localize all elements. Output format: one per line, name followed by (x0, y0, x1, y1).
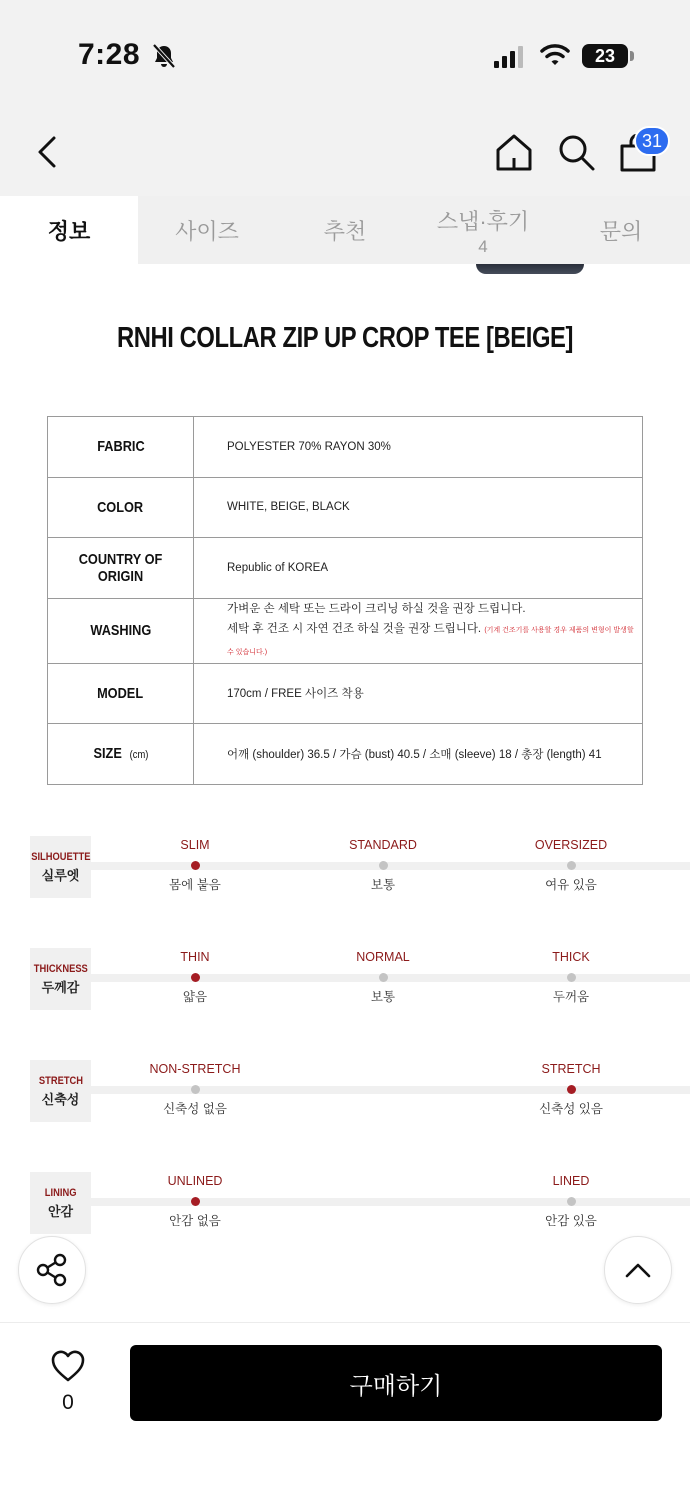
fit-lining (0, 1172, 690, 1234)
spec-label-model: MODEL (97, 684, 144, 702)
fit-option-oversized (496, 836, 646, 898)
fit-dot (567, 1197, 576, 1206)
fit-stretch (0, 1060, 690, 1122)
tab-size[interactable] (138, 196, 276, 264)
spec-label-washing: WASHING (90, 622, 151, 639)
fit-label (30, 1172, 91, 1234)
tab-inquiry[interactable] (552, 196, 690, 264)
fit-label-en: SILHOUETTE (30, 850, 91, 863)
spec-label-fabric: FABRIC (96, 438, 145, 456)
search-icon[interactable] (556, 132, 596, 172)
tab-recommend[interactable] (276, 196, 414, 264)
fit-option-unlined (120, 1172, 270, 1234)
fit-option-ko: 신축성 있음 (539, 1102, 603, 1116)
battery-cap (630, 51, 634, 61)
product-title: RNHI COLLAR ZIP UP CROP TEE [BEIGE] (116, 322, 574, 354)
fit-label-ko: 실루엣 (41, 867, 80, 883)
fit-option-ko: 여유 있음 (545, 878, 597, 892)
fit-label (30, 836, 91, 898)
fit-option-en: STRETCH (541, 1062, 601, 1076)
back-icon[interactable] (32, 134, 64, 170)
spec-label-size: SIZE (93, 745, 122, 763)
spec-size-unit: (cm) (129, 749, 149, 762)
like-count: 0 (62, 1391, 74, 1414)
washing-note: (기계 건조기를 사용할 경우 제품의 변형이 발생할 수 있습니다.) (227, 626, 634, 656)
fit-option-en: NORMAL (356, 950, 410, 964)
fit-label-ko: 두께감 (41, 979, 80, 995)
spec-value-size: 어깨 (shoulder) 36.5 / 가슴 (bust) 40.5 / 소매 (sleeve) 18 / 총장 (length) 41 (194, 724, 643, 785)
scroll-top-button[interactable] (604, 1236, 672, 1304)
spec-value-fabric: POLYESTER 70% RAYON 30% (194, 417, 643, 478)
fit-option-non-stretch (120, 1060, 270, 1122)
fit-option-en: UNLINED (167, 1174, 223, 1188)
product-tabs (0, 196, 690, 264)
fit-option-ko: 안감 없음 (169, 1214, 221, 1228)
bottom-action-bar (0, 1322, 690, 1500)
table-row (48, 417, 643, 478)
fit-dot (191, 1085, 200, 1094)
tab-snap-review[interactable] (414, 196, 552, 264)
status-bar (0, 0, 690, 110)
table-row (48, 477, 643, 538)
spec-value-color: WHITE, BEIGE, BLACK (194, 477, 643, 538)
tab-info[interactable] (0, 196, 138, 264)
heart-icon[interactable] (50, 1349, 86, 1383)
fit-label-ko: 안감 (47, 1203, 74, 1219)
signal-icon (494, 46, 526, 68)
fit-option-en: NON-STRETCH (149, 1062, 241, 1076)
fit-option-standard (308, 836, 458, 898)
fit-label (30, 1060, 91, 1122)
chevron-up-icon (623, 1260, 653, 1280)
home-icon[interactable] (494, 132, 534, 172)
fit-option-ko: 몸에 붙음 (169, 878, 221, 892)
fit-option-ko: 얇음 (182, 990, 208, 1004)
spec-value-origin: Republic of KOREA (194, 538, 643, 599)
spec-label-color: COLOR (97, 498, 144, 516)
fit-dot (379, 973, 388, 982)
fit-dot (379, 861, 388, 870)
fit-option-slim (120, 836, 270, 898)
fit-dot-selected (191, 973, 200, 982)
fit-option-en: OVERSIZED (534, 838, 608, 852)
fit-option-en: SLIM (180, 838, 210, 852)
fit-option-en: THIN (180, 950, 210, 964)
wifi-icon (540, 42, 570, 68)
spec-value-washing (194, 598, 643, 663)
status-time: 7:28 (78, 38, 141, 71)
fit-option-en: LINED (552, 1174, 590, 1188)
fit-dot-selected (191, 861, 200, 870)
fit-option-stretch (496, 1060, 646, 1122)
spec-label-origin: COUNTRY OF ORIGIN (78, 550, 163, 585)
tab-label: 스냅·후기 (436, 209, 530, 234)
fit-dot (567, 973, 576, 982)
tab-label: 정보 (47, 218, 91, 244)
fit-option-ko: 안감 있음 (545, 1214, 597, 1228)
product-image-fragment (476, 264, 584, 274)
washing-line-2: 세탁 후 건조 시 자연 건조 하실 것을 권장 드립니다. (227, 622, 482, 635)
table-row (48, 598, 643, 663)
spec-table (47, 416, 643, 785)
fit-option-ko: 보통 (370, 878, 396, 892)
fit-option-en: STANDARD (349, 838, 417, 852)
fit-silhouette (0, 836, 690, 898)
fit-option-ko: 보통 (370, 990, 396, 1004)
share-button[interactable] (18, 1236, 86, 1304)
cart-count-badge: 31 (634, 126, 670, 156)
table-row (48, 724, 643, 785)
table-row (48, 663, 643, 724)
fit-thickness (0, 948, 690, 1010)
tab-label: 문의 (599, 218, 643, 244)
fit-option-ko: 두꺼움 (552, 990, 590, 1004)
tab-label: 추천 (323, 218, 367, 244)
fit-option-thin (120, 948, 270, 1010)
fit-dot (567, 861, 576, 870)
fit-dot-selected (567, 1085, 576, 1094)
nav-bar (0, 110, 690, 196)
fit-label-en: LINING (44, 1186, 77, 1199)
fit-dot-selected (191, 1197, 200, 1206)
bell-slash-icon (150, 42, 178, 70)
tab-review-count: 4 (478, 237, 488, 256)
buy-button[interactable]: 구매하기 (130, 1345, 662, 1421)
share-icon (35, 1253, 69, 1287)
fit-option-ko: 신축성 없음 (163, 1102, 227, 1116)
fit-option-en: THICK (552, 950, 590, 964)
tab-label: 사이즈 (175, 218, 239, 244)
washing-line-1: 가벼운 손 세탁 또는 드라이 크리닝 하실 것을 권장 드립니다. (227, 602, 526, 615)
fit-label-en: THICKNESS (33, 962, 88, 975)
fit-option-lined (496, 1172, 646, 1234)
fit-option-thick (496, 948, 646, 1010)
table-row (48, 538, 643, 599)
fit-option-normal (308, 948, 458, 1010)
fit-label (30, 948, 91, 1010)
fit-label-ko: 신축성 (41, 1091, 80, 1107)
battery-indicator: 23 (582, 44, 628, 68)
fit-label-en: STRETCH (38, 1074, 83, 1087)
spec-value-model: 170cm / FREE 사이즈 착용 (194, 663, 643, 724)
